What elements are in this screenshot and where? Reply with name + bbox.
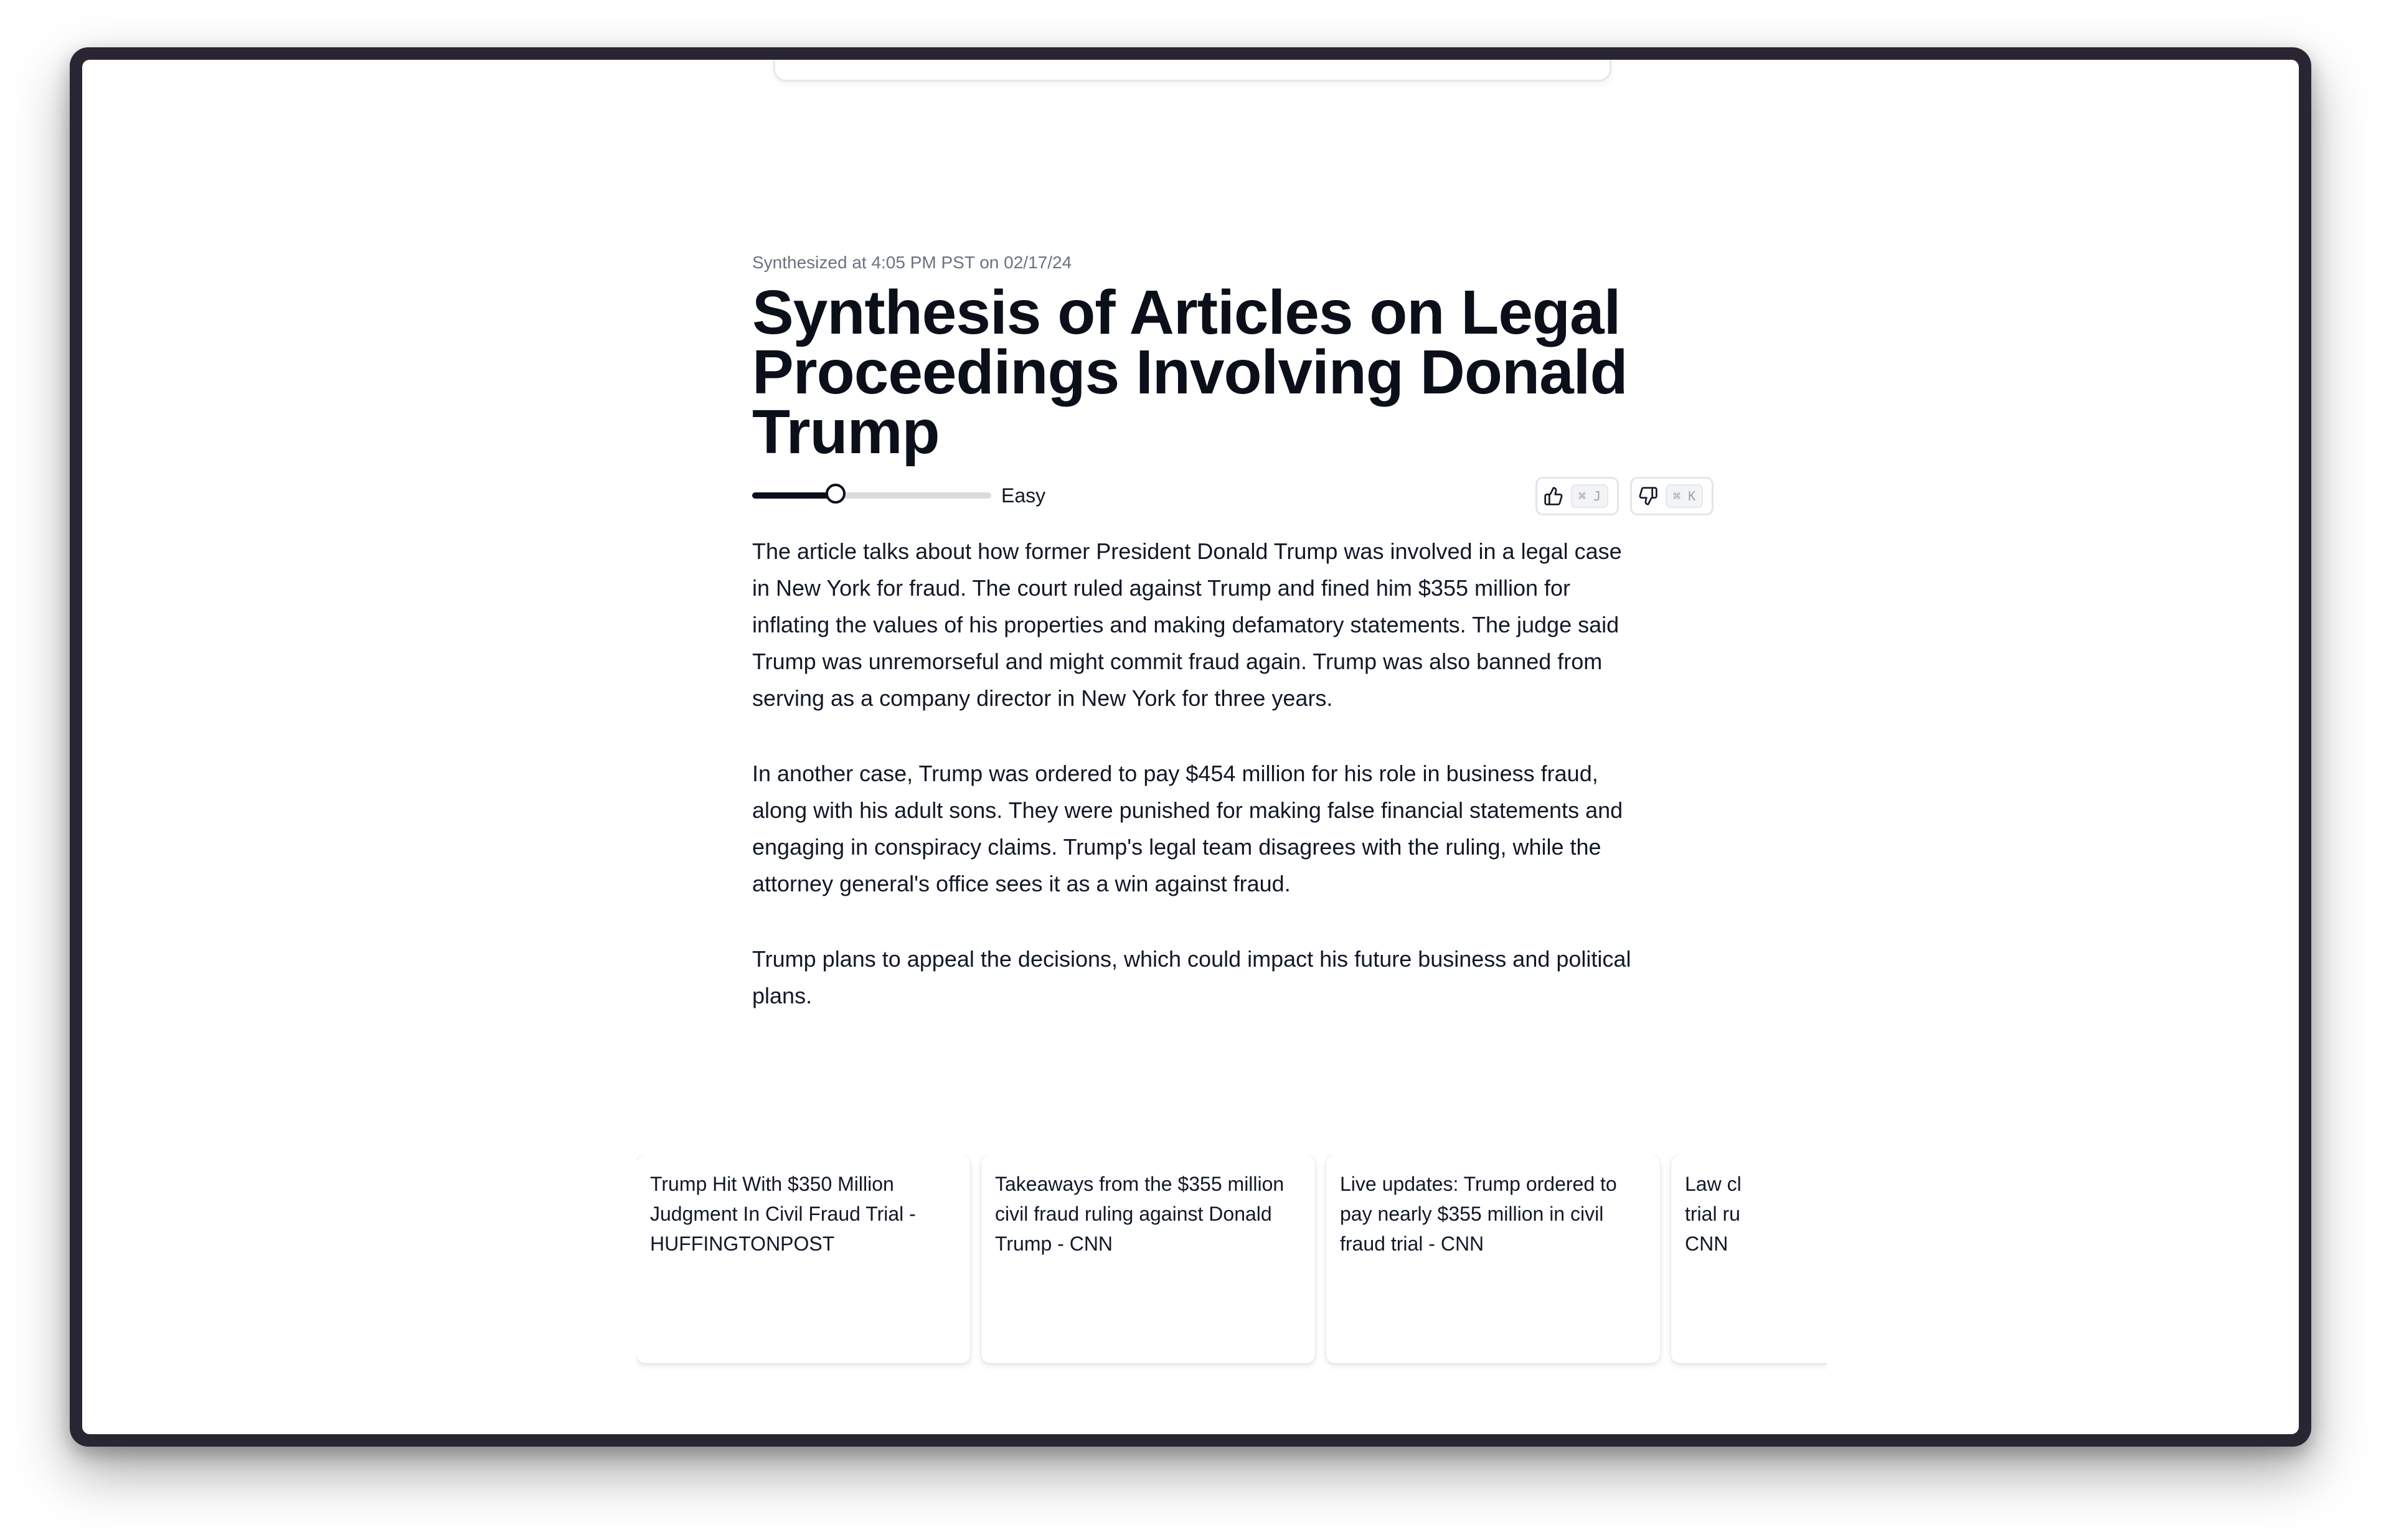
source-card[interactable] — [636, 1155, 970, 1363]
reading-level-slider[interactable] — [752, 492, 991, 499]
source-card[interactable] — [1326, 1155, 1660, 1363]
app-screen — [82, 60, 2299, 1434]
reading-level-label: Easy — [1001, 484, 1046, 507]
synthesis-timestamp: Synthesized at 4:05 PM PST on 02/17/24 — [752, 253, 1072, 272]
source-card[interactable] — [1671, 1155, 1827, 1363]
dislike-shortcut-hint: ⌘ K — [1666, 484, 1703, 508]
source-cards-carousel[interactable] — [636, 1155, 1827, 1379]
top-search-bar[interactable] — [773, 60, 1611, 82]
source-card-title: Law cl trial ru CNN — [1685, 1173, 1742, 1255]
synthesis-paragraph: The article talks about how former President Donald Trump was involved in a legal case in New York for fraud. The court ruled against Trump and fined him $355 million for inflating the values of his properties and making defamatory statements. The judge said Trump was unremorseful and might commit fraud again. Trump was also banned from serving as a company director in New York for three years. — [752, 538, 1622, 711]
synthesis-paragraph: Trump plans to appeal the decisions, which could impact his future business and political plans. — [752, 946, 1631, 1008]
device-frame — [70, 47, 2311, 1447]
reading-level-slider-thumb[interactable] — [826, 484, 846, 504]
page-title: Synthesis of Articles on Legal Proceedings Involving Donald Trump — [752, 278, 1628, 467]
synthesis-body — [752, 533, 1636, 1014]
article-controls — [752, 477, 1696, 515]
thumbs-up-icon — [1544, 486, 1563, 506]
source-card-title: Takeaways from the $355 million civil fraud ruling against Donald Trump - CNN — [995, 1173, 1285, 1255]
source-card-title: Live updates: Trump ordered to pay nearly $355 million in civil fraud trial - CNN — [1340, 1173, 1617, 1255]
thumbs-up-button[interactable] — [1535, 477, 1619, 515]
thumbs-down-button[interactable] — [1630, 477, 1714, 515]
source-card-title: Trump Hit With $350 Million Judgment In Civil Fraud Trial - HUFFINGTONPOST — [650, 1173, 916, 1255]
synthesis-paragraph: In another case, Trump was ordered to pay $454 million for his role in business fraud, along with his adult sons. They were punished for making false financial statements and engaging in conspiracy claims. Trump's legal team disagrees with the ruling, while the attorney general's office sees it as a win against fraud. — [752, 761, 1623, 896]
source-card[interactable] — [981, 1155, 1315, 1363]
like-shortcut-hint: ⌘ J — [1571, 484, 1608, 508]
synthesis-article — [752, 250, 1696, 1053]
thumbs-down-icon — [1638, 486, 1658, 506]
reading-level-slider-fill — [752, 492, 836, 499]
